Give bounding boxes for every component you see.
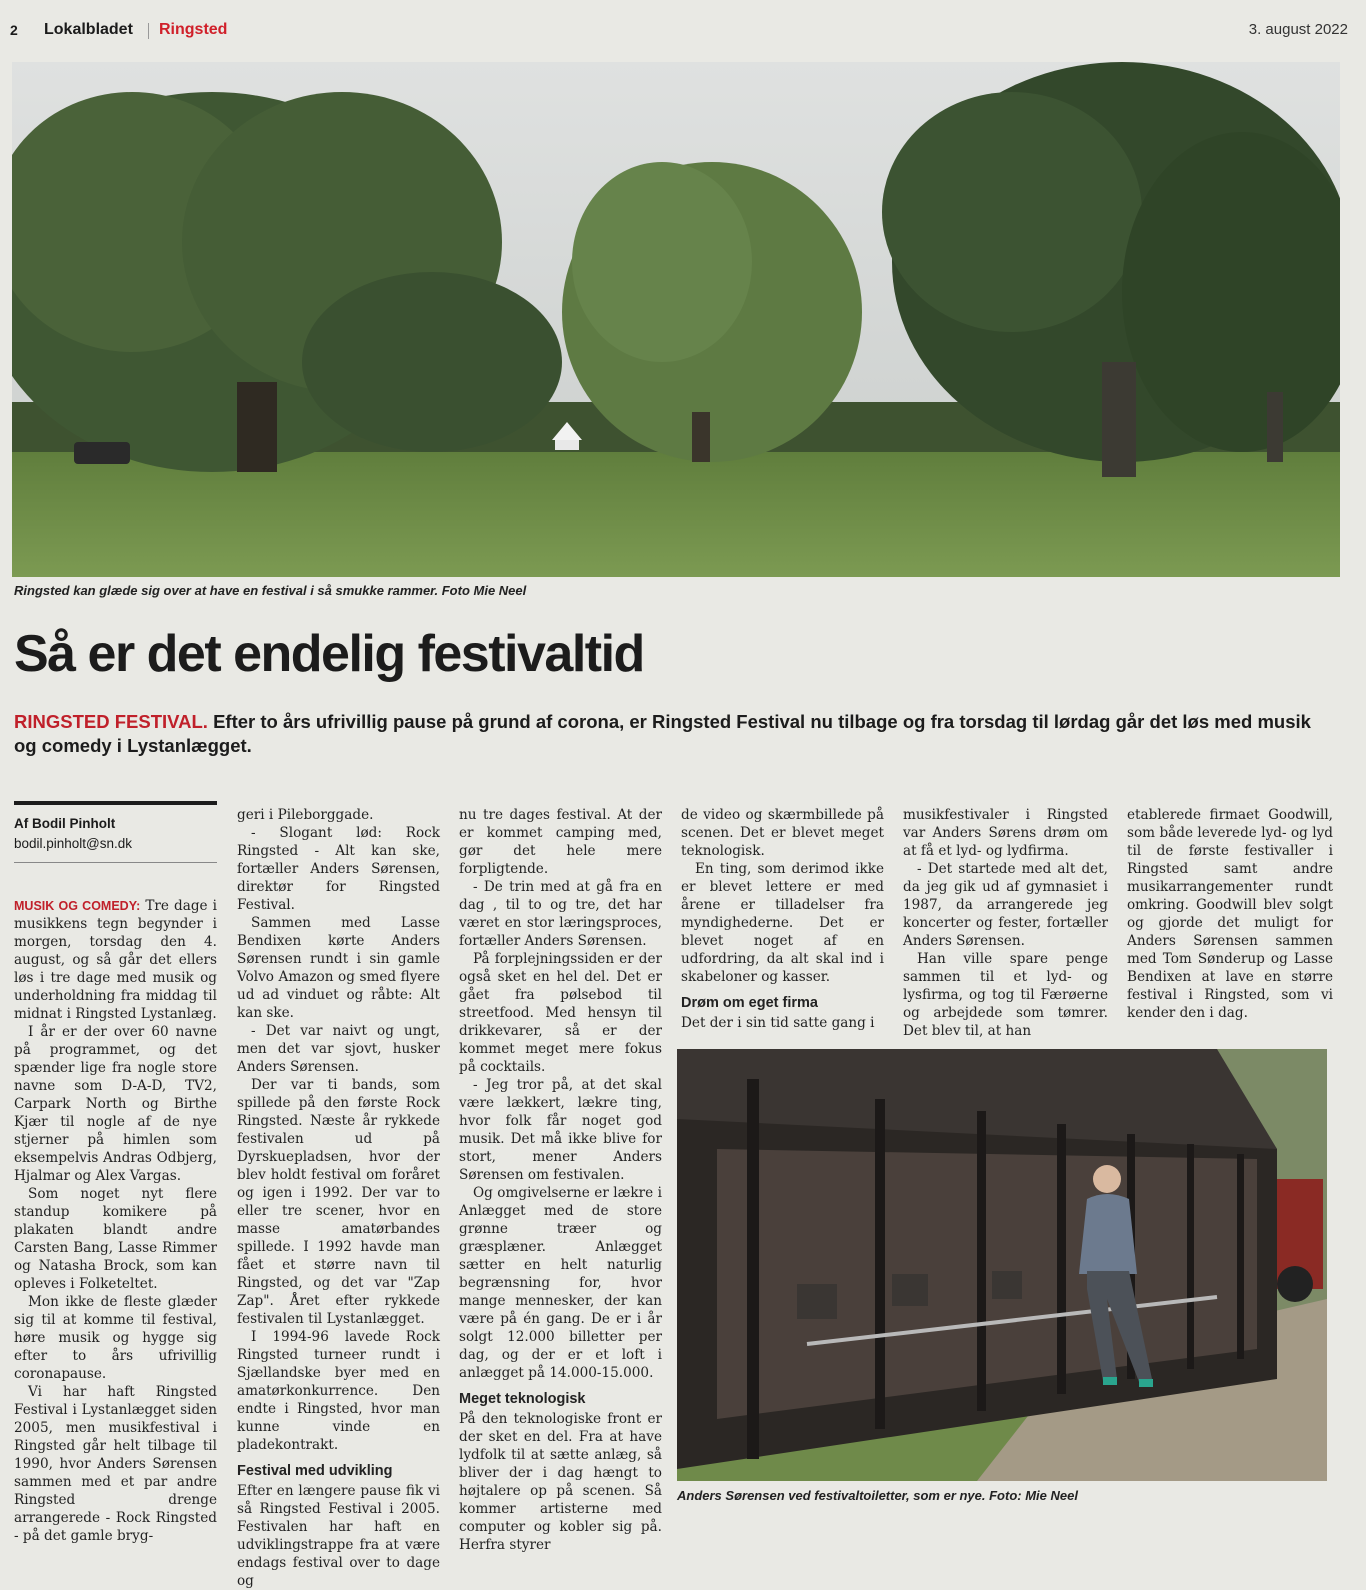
paragraph: etablerede firmaet Goodwill, som både leverede lyd- og lyd til de første festivaller i Ringsted samt andre musikarrangementer rundt omkring. Goodwill blev solgt og gjorde det muligt for Anders Sørensen sammen med Tom Sønderup og Lasse Bendixen at lave en større festival i Ringsted, som vi kender den i dag. <box>1127 807 1333 1021</box>
paragraph: Sammen med Lasse Bendixen kørte Anders Sørensen rundt i sin gamle Volvo Amazon og smed flyere ud ad vinduet og råbte: Alt kan ske. <box>237 915 440 1021</box>
paragraph: - Det startede med alt det, da jeg gik ud af gymnasiet i 1987, da arrangerede jeg koncerter og fester, fortæller Anders Sørensen. <box>903 861 1108 949</box>
paragraph: Efter en længere pause fik vi så Ringsted Festival i 2005. Festivalen har haft en udviklingstrappe fra at være endags festival over to dage og <box>237 1483 440 1589</box>
article-headline: Så er det endelig festivaltid <box>14 625 644 683</box>
paragraph: - Jeg tror på, at det skal være lækkert, lækre ting, hvor folk får noget god musik. Det må ikke blive for stort, mener Anders Sørensen om festivalen. <box>459 1077 662 1183</box>
paragraph: Der var ti bands, som spillede på den første Rock Ringsted. Næste år rykkede festivalen ud på Dyrskuepladsen, hvor der blev holdt festival om foråret og igen i 1992. Der var to eller tre scener, hvor en masse amatørbandes spillede. I 1992 havde man fået et større navn til Ringsted, og det var "Zap Zap". Året efter rykkede festivalen til Lystanlægget. <box>237 1077 440 1327</box>
paragraph: Han ville spare penge sammen til et lyd- og lysfirma, og tog til Færøerne og arbejdede som tømrer. Det blev til, at han <box>903 951 1108 1039</box>
article-column-1 <box>14 897 217 1545</box>
toilets-illustration <box>677 1049 1327 1481</box>
lead-text: Efter to års ufrivillig pause på grund af corona, er Ringsted Festival nu tilbage og fra torsdag til lørdag går det løs med musik og comedy i Lystanlægget. <box>14 711 1311 756</box>
paragraph: nu tre dages festival. At der er kommet camping med, gør det hele mere forpligtende. <box>459 807 662 877</box>
paragraph: - De trin med at gå fra en dag , til to og tre, det har været en stor læringsproces, fortæller Anders Sørensen. <box>459 879 662 949</box>
paragraph: Og omgivelserne er lækre i Anlægget med de store grønne træer og græsplæner. Anlægget sætter en helt naturlig begrænsning for, hvor mange mennesker, der kan være på én gang. De er i år solgt 12.000 billetter per dag, og der er et loft i anlægget på 14.000-15.000. <box>459 1185 662 1381</box>
article-column-5 <box>903 806 1108 1040</box>
paragraph: En ting, som derimod ikke er blevet lettere er med årene er tilladelser fra myndighederne. Det er blevet noget af en udfordring, da alt skal ind i skabeloner og kasser. <box>681 861 884 985</box>
byline <box>14 814 132 854</box>
paragraph: Vi har haft Ringsted Festival i Lystanlægget siden 2005, men musikfestival i Ringsted går helt tilbage til 1990, hvor Anders Sørensen sammen med et par andre Ringsted drenge arrangerede - Rock Ringsted - på det gamle bryg- <box>14 1384 217 1544</box>
paragraph: - Det var naivt og ungt, men det var sjovt, husker Anders Sørensen. <box>237 1023 440 1075</box>
byline-email: bodil.pinholt@sn.dk <box>14 836 133 851</box>
paragraph: de video og skærmbillede på scenen. Det er blevet meget teknologisk. <box>681 807 884 859</box>
article-column-2 <box>237 806 440 1590</box>
paper-name: Lokalbladet <box>44 21 133 38</box>
paragraph: Tre dage i musikkens tegn begynder i morgen, torsdag den 4. august, og så går det ellers løs i tre dage med musik og underholdning fra middag til midnat i Ringsted Lystanlæg. <box>14 898 217 1022</box>
byline-name: Af Bodil Pinholt <box>14 816 116 831</box>
byline-rule <box>14 801 217 805</box>
article-column-3 <box>459 806 662 1554</box>
article-column-6 <box>1127 806 1333 1022</box>
toilets-photo <box>677 1049 1327 1481</box>
park-illustration <box>12 62 1340 577</box>
masthead-divider <box>148 23 149 39</box>
subheading: Meget teknologisk <box>459 1391 586 1407</box>
masthead <box>10 20 1350 44</box>
paragraph: I år er der over 60 navne på programmet, og det spænder lige fra nogle store navne som D-A-D, TV2, Carpark North og Birthe Kjær til nogle af de nye stjerner på himlen som eksempelvis Andras Odbjerg, Hjalmar og Alex Vargas. <box>14 1024 217 1184</box>
lead-kicker: RINGSTED FESTIVAL. <box>14 711 208 732</box>
paragraph: I 1994-96 lavede Rock Ringsted turneer rundt i Sjællandske byer med en amatørkonkurrence. Den endte i Ringsted, hvor man kunne vinde en pladekontrakt. <box>237 1329 440 1453</box>
bottom-photo-caption: Anders Sørensen ved festivaltoiletter, som er nye. Foto: Mie Neel <box>677 1488 1078 1503</box>
paragraph: På forplejningssiden er der også sket en hel del. Det er gået fra pølsebod til streetfood. Med hensyn til drikkevarer, så er der kommet meget mere fokus på cocktails. <box>459 951 662 1075</box>
body-kicker: MUSIK OG COMEDY: <box>14 899 141 913</box>
paragraph: geri i Pileborggade. <box>237 807 374 823</box>
subheading: Festival med udvikling <box>237 1463 393 1479</box>
paragraph: musikfestivaler i Ringsted var Anders Sørens drøm om at få et lyd- og lydfirma. <box>903 807 1108 859</box>
subheading: Drøm om eget firma <box>681 995 818 1011</box>
paragraph: Som noget nyt flere standup komikere på plakaten blandt andre Carsten Bang, Lasse Rimmer og Natasha Brock, som kan opleves i Folketeltet. <box>14 1186 217 1292</box>
paragraph: Mon ikke de fleste glæder sig til at komme til festival, høre musik og hygge sig efter to års ufrivillig coronapause. <box>14 1294 217 1382</box>
article-lead <box>14 710 1334 758</box>
section-town: Ringsted <box>159 21 228 38</box>
park-photo <box>12 62 1340 577</box>
article-column-4 <box>681 806 884 1032</box>
byline-divider <box>14 862 217 863</box>
paragraph: - Slogant lød: Rock Ringsted - Alt kan ske, fortæller Anders Sørensen, direktør for Ringsted Festival. <box>237 825 440 913</box>
issue-date: 3. august 2022 <box>1248 21 1348 38</box>
paragraph: På den teknologiske front er der sket en del. Fra at have lydfolk til at sætte anlæg, så bliver der i dag hængt to højtalere op på scenen. Så kommer artisterne med computer og kobler sig på. Herfra styrer <box>459 1411 662 1553</box>
top-photo-caption: Ringsted kan glæde sig over at have en festival i så smukke rammer. Foto Mie Neel <box>14 583 527 598</box>
page-number: 2 <box>10 22 18 38</box>
paragraph: Det der i sin tid satte gang i <box>681 1015 875 1031</box>
